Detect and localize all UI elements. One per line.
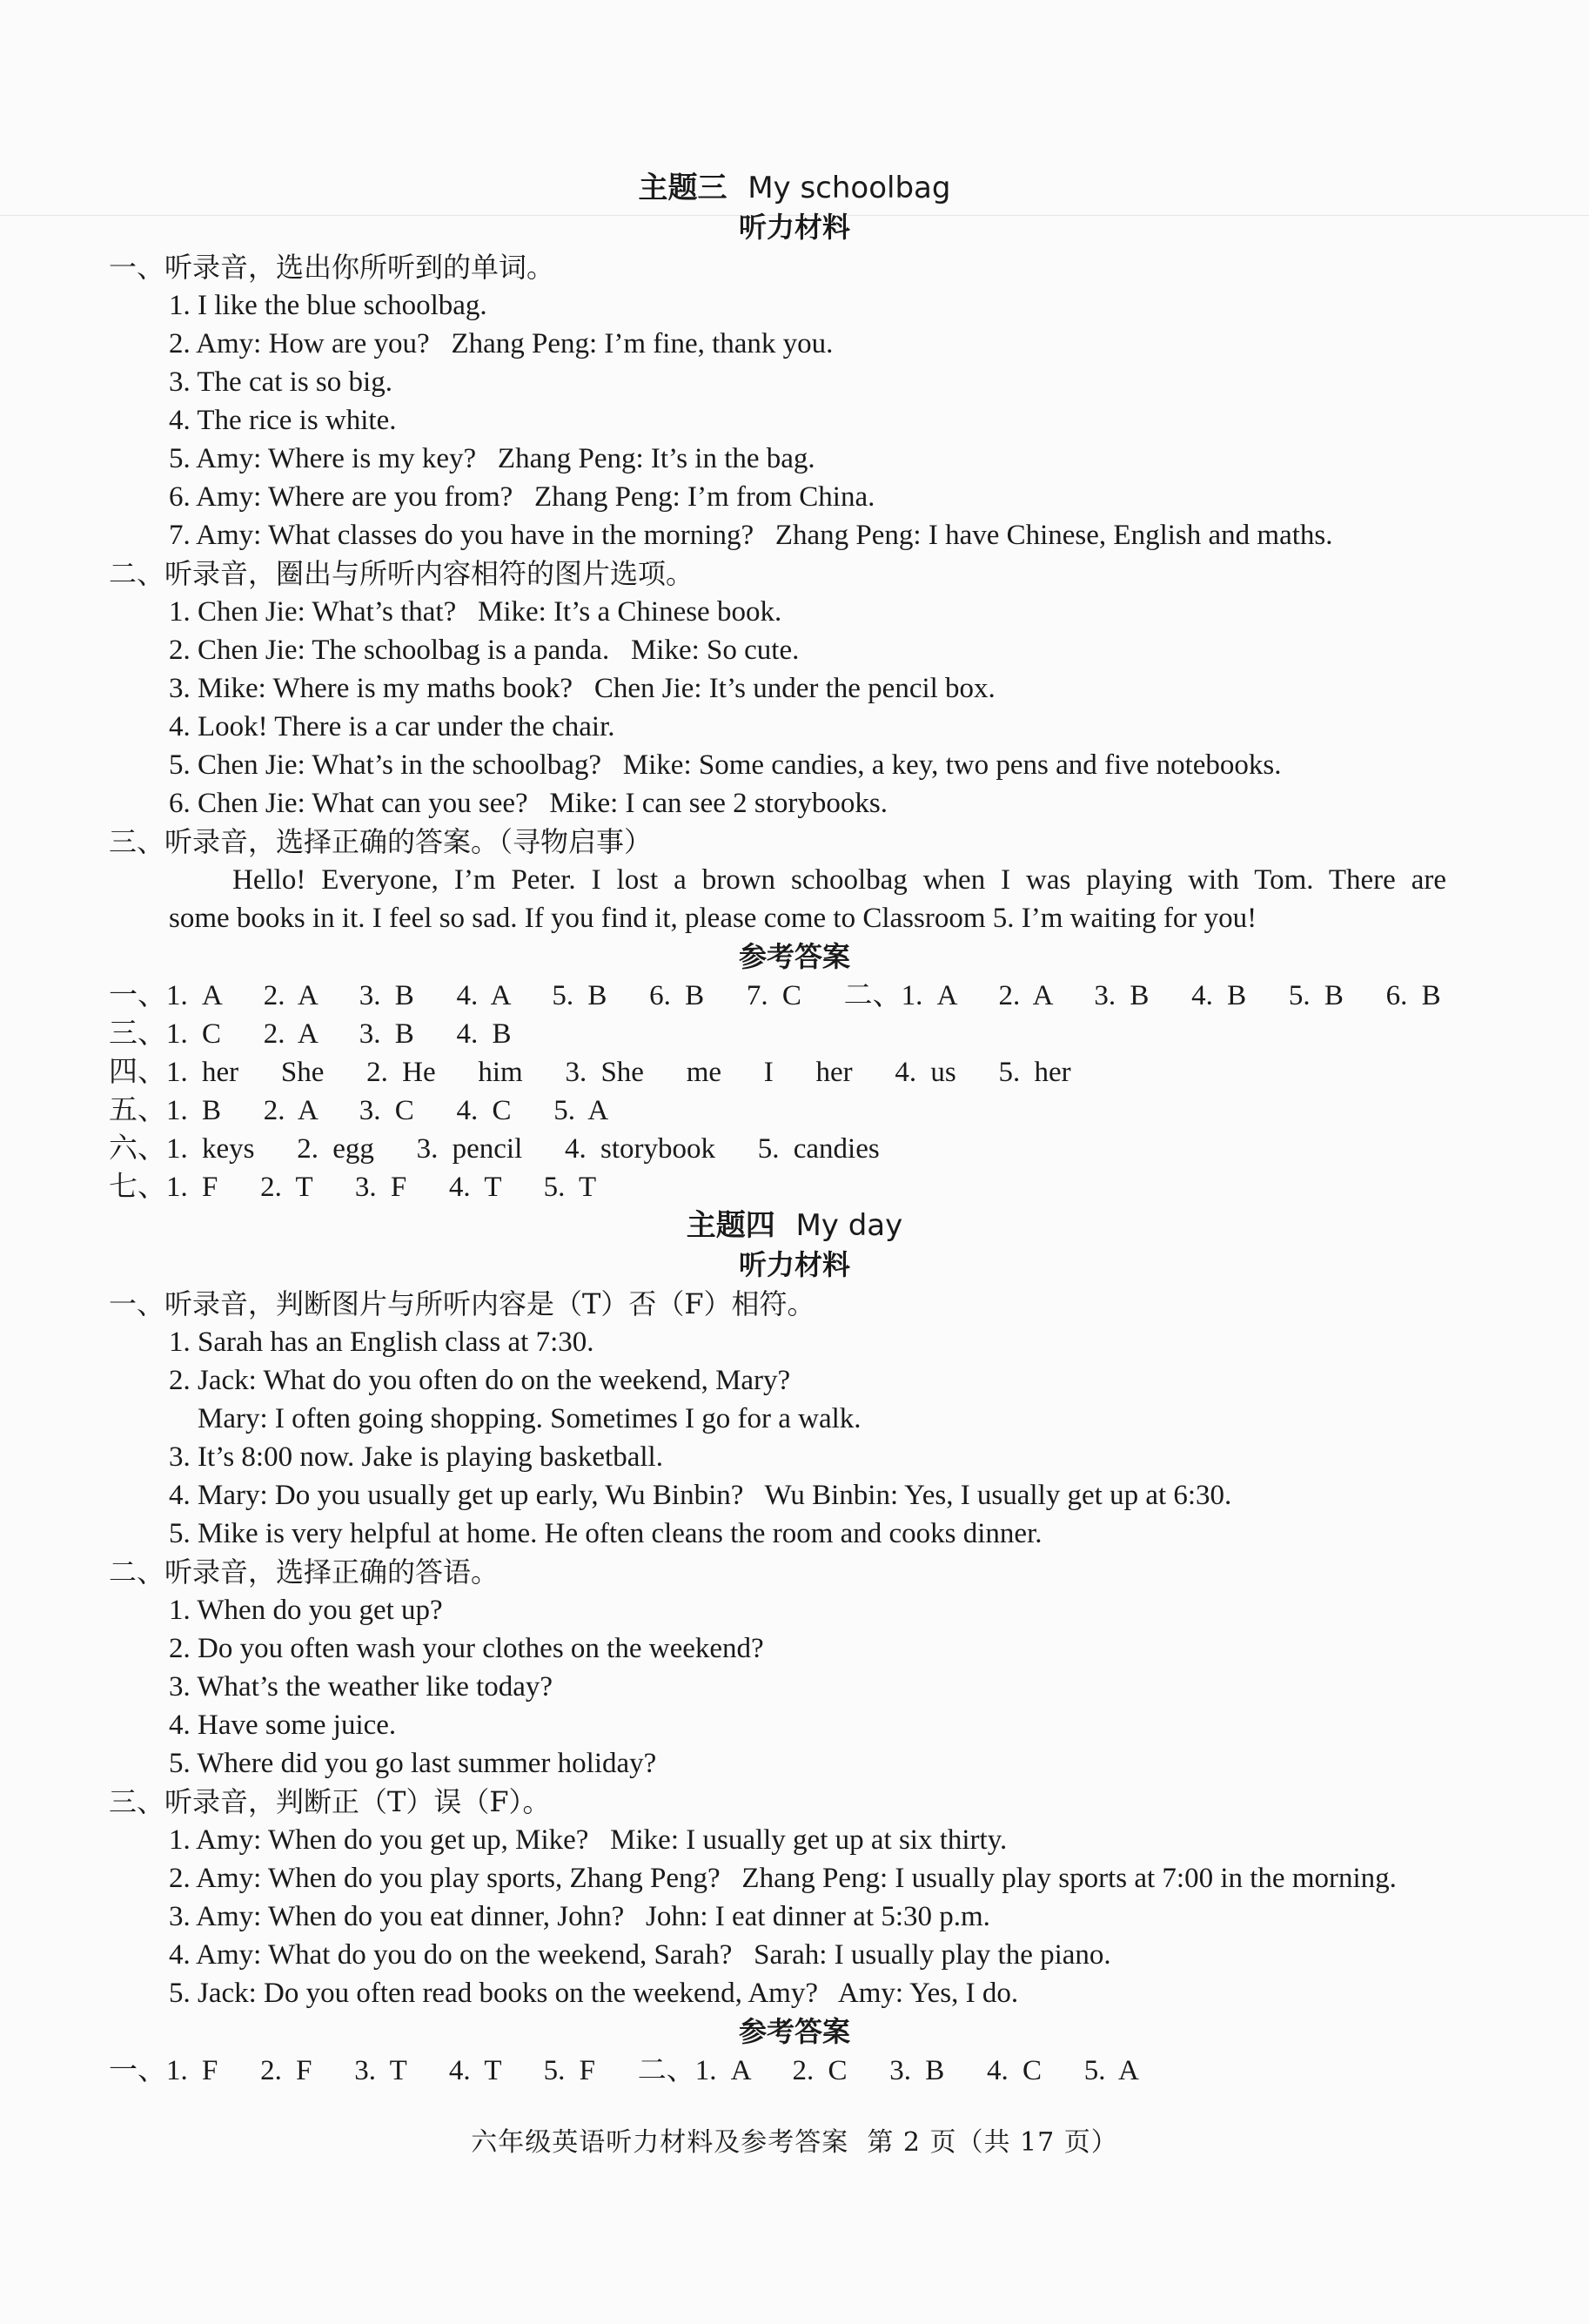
answer-row: 七、1. F 2. T 3. F 4. T 5. T — [109, 1172, 597, 1203]
lost-notice-line2: some books in it. I feel so sad. If you find it, please come to Classroom 5. I’m waiting for you! — [169, 903, 1257, 934]
answer-row: 一、1. F 2. F 3. T 4. T 5. F 二、1. A 2. C 3. B 4. C 5. A — [109, 2055, 1139, 2086]
list-item: 5. Jack: Do you often read books on the weekend, Amy? Amy: Yes, I do. — [169, 1978, 1019, 2009]
theme4-section3-heading: 三、听录音，判断正（T）误（F）。 — [109, 1785, 551, 1818]
answer-row: 六、1. keys 2. egg 3. pencil 4. storybook 5. candies — [109, 1133, 880, 1165]
list-item: 1. Chen Jie: What’s that? Mike: It’s a Chinese book. — [169, 596, 782, 628]
lost-notice-line1: Hello! Everyone, I’m Peter. I lost a brown schoolbag when I was playing with Tom. There are — [232, 864, 1446, 896]
theme3-listening-heading: 听力材料 — [738, 211, 850, 244]
list-item: 5. Amy: Where is my key? Zhang Peng: It’s in the bag. — [169, 443, 815, 474]
list-item: 1. When do you get up? — [169, 1595, 443, 1626]
theme4-listening-heading: 听力材料 — [738, 1248, 850, 1281]
answer-row: 四、1. her She 2. He him 3. She me I her 4. us 5. her — [109, 1057, 1071, 1088]
theme3-section1-heading: 一、听录音，选出你所听到的单词。 — [109, 251, 555, 284]
list-item: 4. Amy: What do you do on the weekend, Sarah? Sarah: I usually play the piano. — [169, 1939, 1111, 1971]
list-item: 2. Jack: What do you often do on the weekend, Mary? — [169, 1365, 791, 1396]
theme3-section2-heading: 二、听录音，圈出与所听内容相符的图片选项。 — [109, 557, 694, 590]
theme3-section3-heading: 三、听录音，选择正确的答案。（寻物启事） — [109, 825, 653, 858]
theme4-title-cn: 主题四 — [686, 1208, 775, 1243]
theme4-title — [0, 1206, 1589, 1245]
list-item: 1. Sarah has an English class at 7:30. — [169, 1327, 594, 1358]
list-item: 1. Amy: When do you get up, Mike? Mike: I usually get up at six thirty. — [169, 1824, 1008, 1856]
answer-row: 一、1. A 2. A 3. B 4. A 5. B 6. B 7. C 二、1. A 2. A 3. B 4. B 5. B 6. B — [109, 980, 1441, 1011]
list-item: Mary: I often going shopping. Sometimes I go for a walk. — [169, 1403, 862, 1434]
list-item: 2. Chen Jie: The schoolbag is a panda. Mike: So cute. — [169, 635, 800, 666]
list-item: 4. Look! There is a car under the chair. — [169, 711, 615, 742]
list-item: 3. What’s the weather like today? — [169, 1671, 553, 1703]
theme4-title-en: My day — [795, 1208, 903, 1243]
list-item: 4. Mary: Do you usually get up early, Wu Binbin? Wu Binbin: Yes, I usually get up at 6:30. — [169, 1480, 1232, 1511]
theme4-section1-heading: 一、听录音，判断图片与所听内容是（T）否（F）相符。 — [109, 1287, 815, 1320]
list-item: 4. The rice is white. — [169, 405, 397, 436]
list-item: 4. Have some juice. — [169, 1709, 397, 1741]
list-item: 3. Amy: When do you eat dinner, John? John: I eat dinner at 5:30 p.m. — [169, 1901, 990, 1932]
page-footer: 六年级英语听力材料及参考答案 第 2 页（共 17 页） — [471, 2127, 1118, 2158]
list-item: 2. Amy: When do you play sports, Zhang Peng? Zhang Peng: I usually play sports at 7:00 in the morning. — [169, 1863, 1397, 1894]
list-item: 2. Do you often wash your clothes on the weekend? — [169, 1633, 764, 1664]
list-item: 3. It’s 8:00 now. Jake is playing basketball. — [169, 1441, 663, 1473]
list-item: 3. The cat is so big. — [169, 366, 392, 398]
list-item: 6. Chen Jie: What can you see? Mike: I can see 2 storybooks. — [169, 788, 888, 819]
list-item: 7. Amy: What classes do you have in the morning? Zhang Peng: I have Chinese, English and maths. — [169, 520, 1333, 551]
theme3-title — [0, 169, 1589, 207]
theme3-answers-heading: 参考答案 — [738, 940, 850, 973]
list-item: 3. Mike: Where is my maths book? Chen Jie: It’s under the pencil box. — [169, 673, 996, 704]
list-item: 5. Where did you go last summer holiday? — [169, 1748, 657, 1779]
theme3-title-cn: 主题三 — [638, 171, 727, 205]
theme3-title-en: My schoolbag — [748, 171, 951, 205]
list-item: 5. Mike is very helpful at home. He often cleans the room and cooks dinner. — [169, 1518, 1043, 1549]
list-item: 5. Chen Jie: What’s in the schoolbag? Mike: Some candies, a key, two pens and five notebooks. — [169, 749, 1282, 781]
answer-row: 三、1. C 2. A 3. B 4. B — [109, 1018, 512, 1050]
list-item: 2. Amy: How are you? Zhang Peng: I’m fine, thank you. — [169, 328, 834, 359]
theme4-answers-heading: 参考答案 — [738, 2015, 850, 2048]
list-item: 1. I like the blue schoolbag. — [169, 290, 487, 321]
list-item: 6. Amy: Where are you from? Zhang Peng: I’m from China. — [169, 481, 875, 513]
theme4-section2-heading: 二、听录音，选择正确的答语。 — [109, 1555, 499, 1589]
answer-row: 五、1. B 2. A 3. C 4. C 5. A — [109, 1095, 609, 1126]
